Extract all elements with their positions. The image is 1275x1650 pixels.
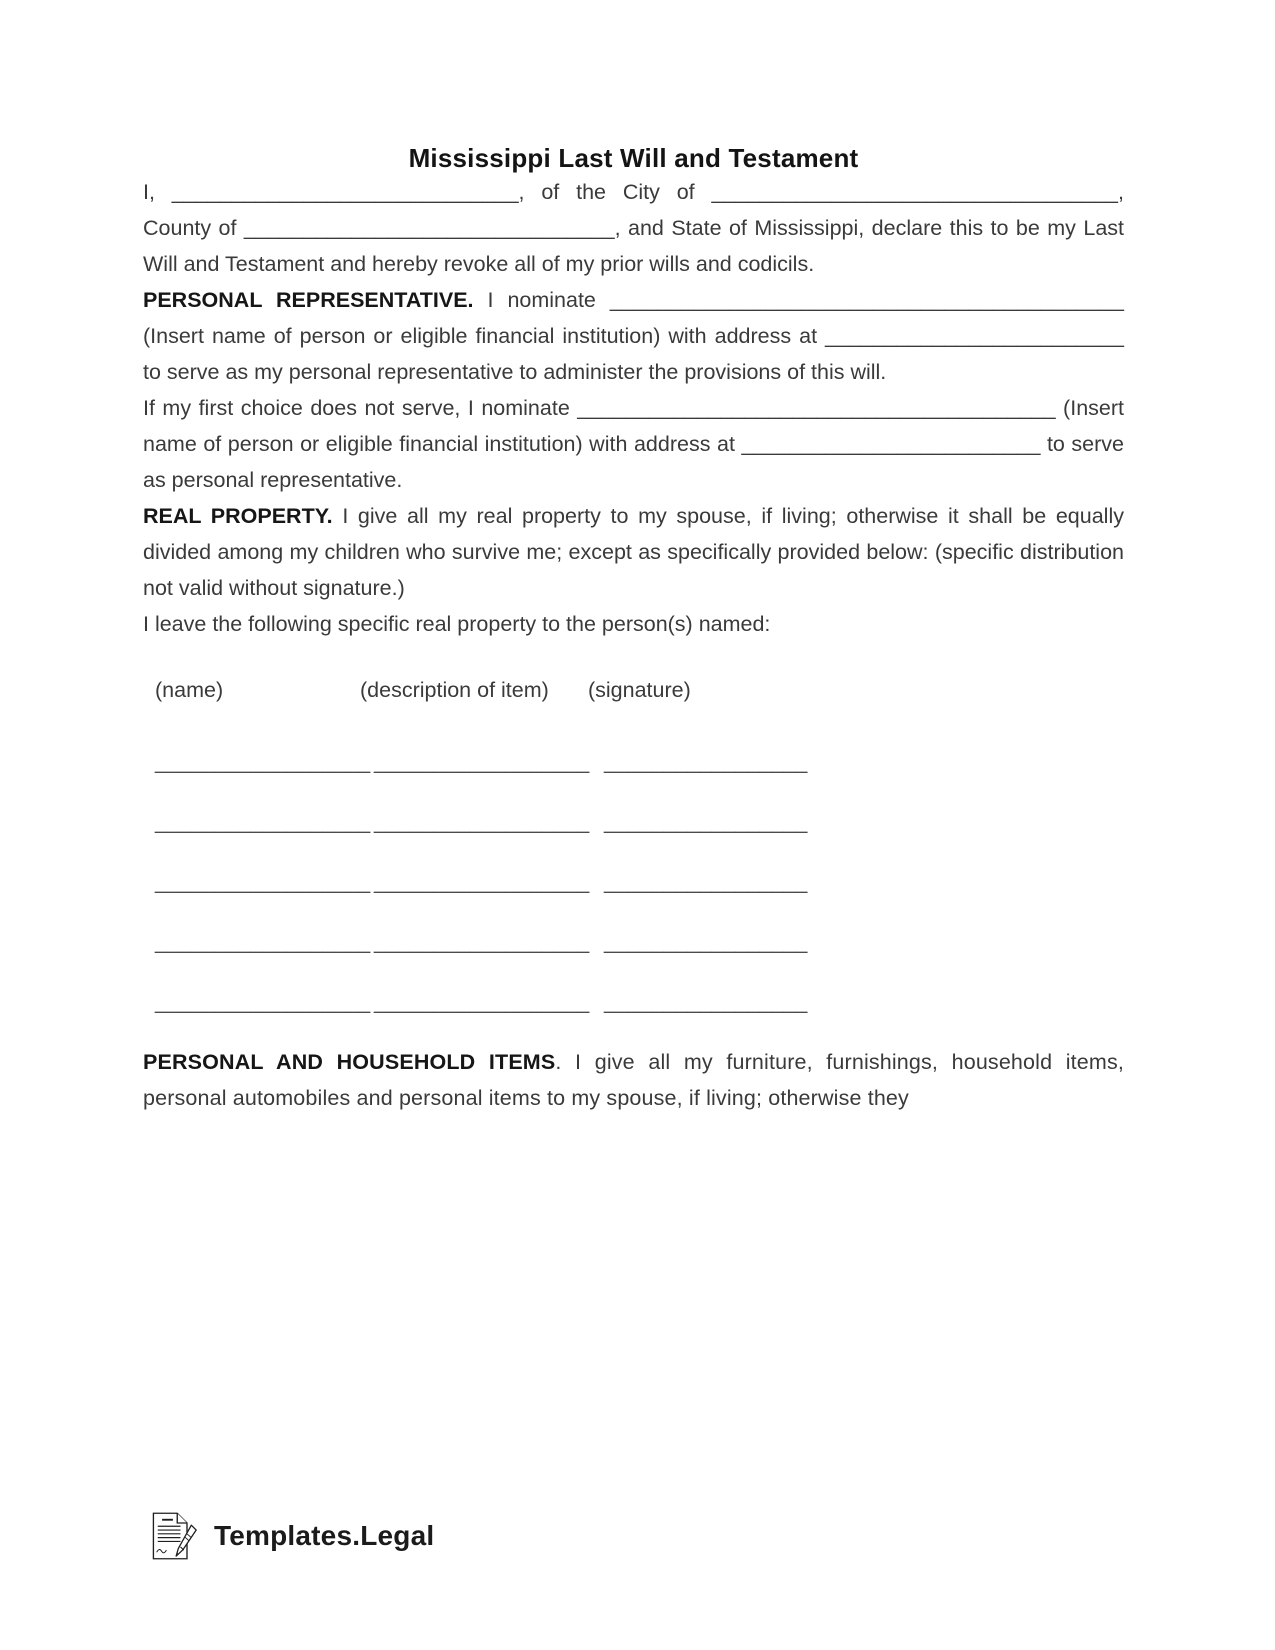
real-property-heading: REAL PROPERTY. [143,504,333,528]
brand-name: Templates.Legal [214,1520,435,1551]
personal-representative-paragraph-2-prefix: If my first choice does not serve, I nominate [143,396,578,420]
blank-line: __________________ [155,990,371,1014]
personal-household-items-heading: PERSONAL AND HOUSEHOLD ITEMS [143,1050,556,1074]
blank-line: _________________ [604,990,808,1014]
document-title: Mississippi Last Will and Testament [408,143,859,173]
personal-representative-paragraph-1-text: I nominate ___________________________________________ (Insert name of person or eligible financial institution) with address at _________________________ to serve as my personal representative to administer the provisions of this will. [143,288,1125,384]
blank-line: _________________ [604,750,808,774]
blank-line: __________________ [155,870,371,894]
blank-line: __________________ [155,930,371,954]
opening-paragraph-text: I, _____________________________, of the City of __________________________________, County of _______________________________, and State of Mississippi, declare this to be my Last Will and Testament and hereby revoke all of my prior wills and codicils. [143,180,1124,276]
personal-representative-paragraph-2 [143,390,1124,498]
blank-line: _________________ [604,930,808,954]
personal-household-items-paragraph [143,1044,1124,1116]
opening-paragraph [143,174,1124,282]
table-row [143,744,1124,780]
real-property-paragraph-text: I give all my real property to my spouse, if living; otherwise it shall be equally divided among my children who survive me; except as specifically provided below: (specific distribution not valid without signature.) [143,504,1124,600]
table-row [143,864,1124,900]
table-row [143,984,1124,1020]
blank-line: __________________ [374,870,590,894]
column-header-description: (description of item) [360,678,549,702]
blank-line: __________________ [374,930,590,954]
table-row [143,924,1124,960]
personal-representative-paragraph-2-text: ________________________________________ (Insert name of person or eligible financial institution) with address at _________________________ to serve as personal representative. [143,396,1124,492]
real-property-paragraph [143,498,1124,606]
blank-line: __________________ [155,750,371,774]
footer-brand [148,1506,434,1566]
real-property-intro-line: I leave the following specific real property to the person(s) named: [143,612,771,636]
personal-representative-heading: PERSONAL REPRESENTATIVE. [143,288,474,312]
column-header-name: (name) [155,678,224,702]
blank-line: _________________ [604,810,808,834]
column-header-signature: (signature) [588,678,691,702]
table-row [143,804,1124,840]
blank-line: __________________ [374,810,590,834]
blank-line: __________________ [374,750,590,774]
personal-household-items-paragraph-text: . I give all my furniture, furnishings, household items, personal automobiles and personal items to my spouse, if living; otherwise they [143,1050,1124,1110]
blank-line: _________________ [604,870,808,894]
property-table-header [143,672,1124,708]
blank-line: __________________ [374,990,590,1014]
document-pencil-icon [148,1506,200,1566]
blank-line: __________________ [155,810,371,834]
document-content [0,142,1275,1116]
property-table-rows [143,744,1124,1020]
personal-representative-paragraph-1 [143,282,1124,390]
